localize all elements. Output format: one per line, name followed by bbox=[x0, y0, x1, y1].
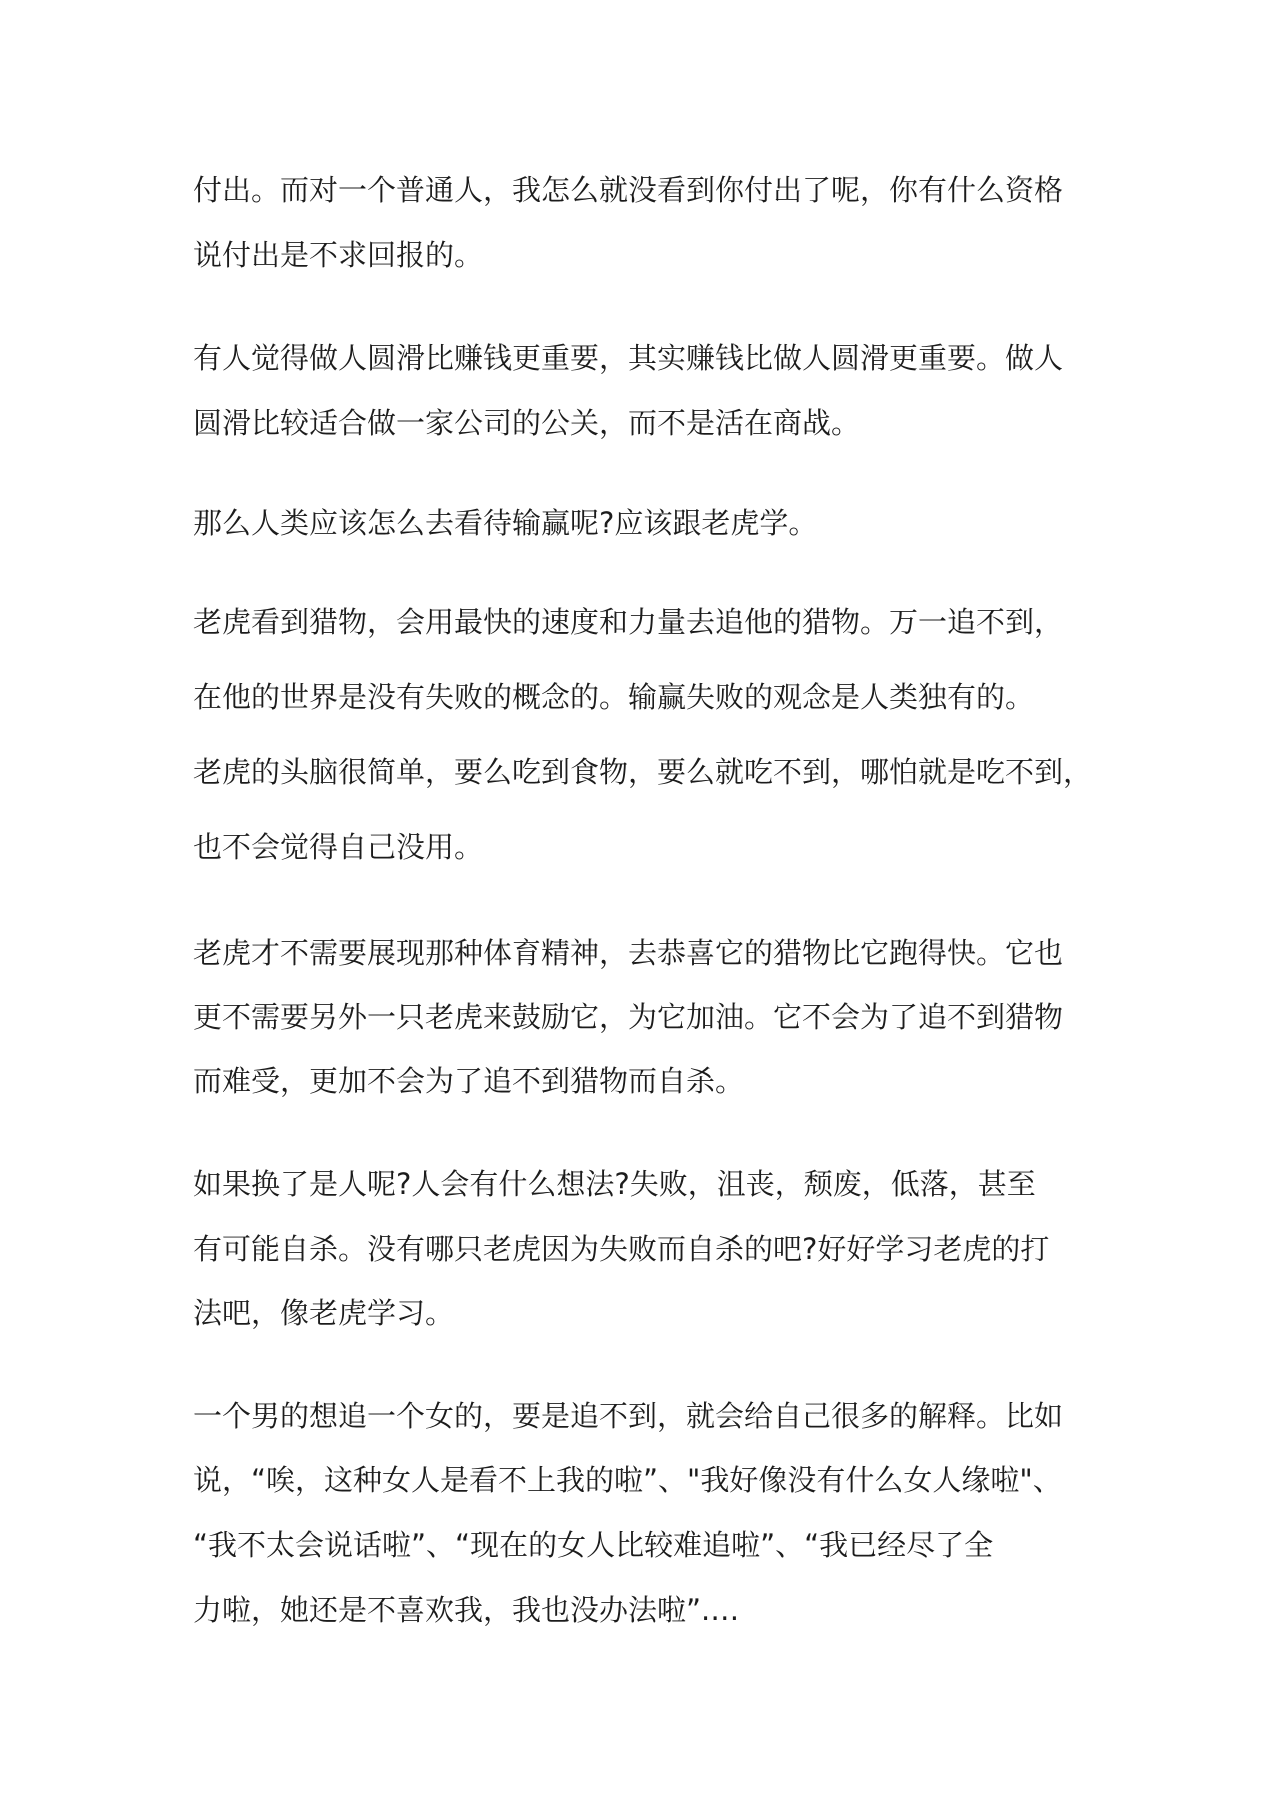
text-line: 在他的世界是没有失败的概念的。输赢失败的观念是人类独有的。 bbox=[193, 680, 1035, 714]
text-line: 老虎看到猎物，会用最快的速度和力量去追他的猎物。万一追不到， bbox=[193, 605, 1064, 639]
text-line: 圆滑比较适合做一家公司的公关，而不是活在商战。 bbox=[193, 406, 861, 440]
text-line: 法吧，像老虎学习。 bbox=[193, 1296, 455, 1330]
text-line: 一个男的想追一个女的，要是追不到，就会给自己很多的解释。比如 bbox=[193, 1399, 1064, 1433]
text-line: 有人觉得做人圆滑比赚钱更重要，其实赚钱比做人圆滑更重要。做人 bbox=[193, 341, 1064, 375]
text-line: 有可能自杀。没有哪只老虎因为失败而自杀的吧?好好学习老虎的打 bbox=[193, 1232, 1050, 1266]
text-line: 说，“唉，这种女人是看不上我的啦”、"我好像没有什么女人缘啦"、 bbox=[193, 1463, 1062, 1497]
text-line: 如果换了是人呢?人会有什么想法?失败，沮丧，颓废，低落，甚至 bbox=[193, 1167, 1036, 1201]
text-line: 说付出是不求回报的。 bbox=[193, 238, 484, 272]
text-line: 也不会觉得自己没用。 bbox=[193, 830, 484, 864]
text-line: 力啦，她还是不喜欢我，我也没办法啦”.… bbox=[193, 1593, 740, 1627]
text-line: 更不需要另外一只老虎来鼓励它，为它加油。它不会为了追不到猎物 bbox=[193, 1000, 1064, 1034]
text-line: 老虎的头脑很简单，要么吃到食物，要么就吃不到，哪怕就是吃不到， bbox=[193, 755, 1093, 789]
text-line: “我不太会说话啦”、“现在的女人比较难追啦”、“我已经尽了全 bbox=[193, 1528, 994, 1562]
text-line: 那么人类应该怎么去看待输赢呢?应该跟老虎学。 bbox=[193, 506, 818, 540]
text-line: 而难受，更加不会为了追不到猎物而自杀。 bbox=[193, 1064, 745, 1098]
text-line: 付出。而对一个普通人，我怎么就没看到你付出了呢，你有什么资格 bbox=[193, 173, 1064, 207]
text-line: 老虎才不需要展现那种体育精神，去恭喜它的猎物比它跑得快。它也 bbox=[193, 936, 1064, 970]
